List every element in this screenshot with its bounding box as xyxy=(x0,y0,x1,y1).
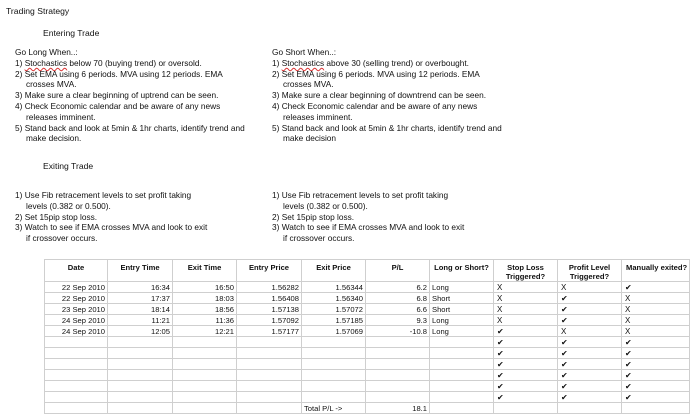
exit-rules-left xyxy=(15,190,265,244)
table-cell xyxy=(366,381,430,392)
table-cell: Long xyxy=(430,282,494,293)
table-cell xyxy=(302,392,366,403)
table-cell: ✔ xyxy=(494,370,558,381)
table-cell xyxy=(302,359,366,370)
table-cell xyxy=(237,381,302,392)
table-cell xyxy=(430,381,494,392)
table-row xyxy=(45,359,690,370)
table-cell: ✔ xyxy=(622,381,690,392)
table-cell: ✔ xyxy=(558,337,622,348)
column-header: P/L xyxy=(366,260,430,282)
item-continuation: crosses MVA. xyxy=(26,79,77,90)
table-cell xyxy=(173,381,237,392)
exit-rule-item xyxy=(272,190,522,212)
item-number: 5) xyxy=(15,122,25,133)
go-long-item xyxy=(15,101,265,123)
item-text: Use Fib retracement levels to set profit taking xyxy=(24,190,192,200)
column-header: Profit Level Triggered? xyxy=(558,260,622,282)
table-cell xyxy=(237,337,302,348)
table-cell xyxy=(173,403,237,414)
item-number: 4) xyxy=(15,100,25,111)
table-cell: X xyxy=(494,304,558,315)
go-short-item xyxy=(272,90,522,101)
table-cell xyxy=(108,403,173,414)
table-cell: 9.3 xyxy=(366,315,430,326)
go-long-item xyxy=(15,123,265,145)
item-text: Set 15pip stop loss. xyxy=(24,211,98,222)
go-long-item xyxy=(15,69,265,91)
item-text: Set 15pip stop loss. xyxy=(281,211,355,222)
item-text: Check Economic calendar and be aware of any news xyxy=(24,100,221,111)
exit-rule-item xyxy=(15,222,265,244)
table-cell xyxy=(430,337,494,348)
item-number: 1) xyxy=(15,57,25,68)
item-continuation: levels (0.382 or 0.500). xyxy=(283,200,368,211)
item-number: 2) xyxy=(15,211,25,222)
table-cell xyxy=(45,359,108,370)
table-cell: ✔ xyxy=(558,370,622,381)
table-cell xyxy=(430,392,494,403)
table-cell: 1.57185 xyxy=(302,315,366,326)
table-cell xyxy=(430,359,494,370)
table-cell: 18:03 xyxy=(173,293,237,304)
item-text-flagged: Stochastics xyxy=(24,57,68,68)
item-text: Watch to see if EMA crosses MVA and look to exit xyxy=(24,222,208,233)
total-label: Total P/L -> xyxy=(302,403,366,414)
table-row xyxy=(45,392,690,403)
item-continuation: crosses MVA. xyxy=(283,79,334,90)
table-cell xyxy=(430,403,494,414)
table-cell: 23 Sep 2010 xyxy=(45,304,108,315)
table-cell: 22 Sep 2010 xyxy=(45,293,108,304)
item-number: 1) xyxy=(15,190,25,200)
table-cell xyxy=(302,381,366,392)
go-short-section xyxy=(272,47,522,144)
table-cell: 18:56 xyxy=(173,304,237,315)
item-text: Check Economic calendar and be aware of any news xyxy=(281,100,478,111)
go-short-item xyxy=(272,58,522,69)
item-number: 3) xyxy=(15,90,25,101)
table-cell: ✔ xyxy=(558,293,622,304)
table-row xyxy=(45,304,690,315)
table-cell: ✔ xyxy=(494,348,558,359)
table-cell xyxy=(366,348,430,359)
exit-rule-item xyxy=(272,212,522,223)
table-cell xyxy=(173,392,237,403)
table-cell xyxy=(108,359,173,370)
table-cell: -10.8 xyxy=(366,326,430,337)
table-cell xyxy=(108,348,173,359)
go-short-list xyxy=(272,58,522,144)
table-cell: ✔ xyxy=(494,337,558,348)
table-cell xyxy=(237,403,302,414)
table-cell xyxy=(108,337,173,348)
item-number: 3) xyxy=(272,90,282,101)
table-cell: ✔ xyxy=(558,359,622,370)
table-cell xyxy=(173,337,237,348)
table-cell xyxy=(558,403,622,414)
table-cell: 22 Sep 2010 xyxy=(45,282,108,293)
column-header: Exit Time xyxy=(173,260,237,282)
table-cell: Short xyxy=(430,304,494,315)
table-cell: ✔ xyxy=(622,359,690,370)
item-text: below 70 (buying trend) or oversold. xyxy=(67,57,202,68)
total-value: 18.1 xyxy=(366,403,430,414)
table-cell: ✔ xyxy=(558,304,622,315)
table-cell xyxy=(622,403,690,414)
table-cell: Long xyxy=(430,326,494,337)
table-row xyxy=(45,337,690,348)
go-short-item xyxy=(272,69,522,91)
item-text: Stand back and look at 5min & 1hr charts, identify trend and xyxy=(281,122,502,133)
table-cell: ✔ xyxy=(558,315,622,326)
table-cell: X xyxy=(494,282,558,293)
table-cell: 1.57069 xyxy=(302,326,366,337)
table-cell: 17:37 xyxy=(108,293,173,304)
table-cell xyxy=(237,359,302,370)
item-continuation: make decision. xyxy=(26,133,82,144)
table-cell: Short xyxy=(430,293,494,304)
table-cell: 6.2 xyxy=(366,282,430,293)
column-header: Manually exited? xyxy=(622,260,690,282)
item-continuation: if crossover occurs. xyxy=(26,233,98,244)
item-number: 3) xyxy=(15,222,25,233)
table-cell: 16:50 xyxy=(173,282,237,293)
table-cell xyxy=(45,348,108,359)
table-row xyxy=(45,348,690,359)
table-row xyxy=(45,282,690,293)
table-cell xyxy=(237,370,302,381)
table-cell: 1.57072 xyxy=(302,304,366,315)
column-header: Long or Short? xyxy=(430,260,494,282)
table-cell xyxy=(494,403,558,414)
table-cell: 24 Sep 2010 xyxy=(45,315,108,326)
column-header: Entry Time xyxy=(108,260,173,282)
exit-rule-item xyxy=(15,212,265,223)
table-cell: X xyxy=(494,293,558,304)
table-cell: ✔ xyxy=(622,282,690,293)
table-cell: X xyxy=(558,326,622,337)
table-cell xyxy=(366,359,430,370)
column-header: Exit Price xyxy=(302,260,366,282)
item-text: Stand back and look at 5min & 1hr charts, identify trend and xyxy=(24,122,245,133)
entering-trade-heading: Entering Trade xyxy=(43,28,100,38)
table-cell: X xyxy=(622,326,690,337)
table-cell: ✔ xyxy=(622,370,690,381)
table-cell xyxy=(366,337,430,348)
page-title: Trading Strategy xyxy=(6,6,70,16)
go-long-list xyxy=(15,58,265,144)
item-text: Make sure a clear beginning of uptrend can be seen. xyxy=(24,90,219,101)
table-cell xyxy=(108,370,173,381)
go-long-item xyxy=(15,90,265,101)
item-text: Set EMA using 6 periods. MVA using 12 periods. EMA xyxy=(24,68,223,79)
item-number: 1) xyxy=(272,190,282,200)
table-cell: ✔ xyxy=(558,348,622,359)
table-cell: 1.56282 xyxy=(237,282,302,293)
table-cell: 6.8 xyxy=(366,293,430,304)
table-cell xyxy=(45,381,108,392)
item-continuation: releases imminent. xyxy=(26,111,96,122)
table-cell: 1.56340 xyxy=(302,293,366,304)
table-cell xyxy=(45,337,108,348)
table-cell: ✔ xyxy=(558,381,622,392)
table-cell xyxy=(237,348,302,359)
table-cell xyxy=(45,403,108,414)
table-cell: X xyxy=(622,304,690,315)
table-cell: 1.57092 xyxy=(237,315,302,326)
item-number: 3) xyxy=(272,222,282,233)
table-cell: 11:36 xyxy=(173,315,237,326)
table-cell: ✔ xyxy=(494,359,558,370)
trade-log-table xyxy=(44,259,690,414)
item-continuation: make decision xyxy=(283,133,337,144)
item-text: Watch to see if EMA crosses MVA and look to exit xyxy=(281,222,465,233)
item-number: 4) xyxy=(272,100,282,111)
exiting-trade-heading: Exiting Trade xyxy=(43,161,94,171)
item-text: Use Fib retracement levels to set profit taking xyxy=(281,190,449,200)
go-short-item xyxy=(272,123,522,145)
item-text-flagged: Stochastics xyxy=(281,57,325,68)
go-long-section xyxy=(15,47,265,144)
table-cell xyxy=(237,392,302,403)
table-cell: ✔ xyxy=(622,392,690,403)
table-cell: X xyxy=(494,315,558,326)
table-cell xyxy=(173,370,237,381)
table-cell: 12:21 xyxy=(173,326,237,337)
column-header: Date xyxy=(45,260,108,282)
item-continuation: releases imminent. xyxy=(283,111,353,122)
table-cell xyxy=(45,392,108,403)
table-cell xyxy=(366,370,430,381)
table-cell: X xyxy=(622,315,690,326)
table-row xyxy=(45,293,690,304)
table-header-row xyxy=(45,260,690,282)
item-text: Set EMA using 6 periods. MVA using 12 periods. EMA xyxy=(281,68,480,79)
table-cell xyxy=(302,337,366,348)
table-cell: 6.6 xyxy=(366,304,430,315)
table-cell: 16:34 xyxy=(108,282,173,293)
table-row xyxy=(45,315,690,326)
table-cell xyxy=(430,348,494,359)
item-continuation: levels (0.382 or 0.500). xyxy=(26,200,111,211)
item-number: 2) xyxy=(272,211,282,222)
go-long-item xyxy=(15,58,265,69)
go-short-heading: Go Short When..: xyxy=(272,47,337,57)
table-cell xyxy=(302,370,366,381)
table-cell: 24 Sep 2010 xyxy=(45,326,108,337)
item-continuation: if crossover occurs. xyxy=(283,233,355,244)
column-header: Stop Loss Triggered? xyxy=(494,260,558,282)
exit-rule-item xyxy=(272,222,522,244)
item-text: Make sure a clear beginning of downtrend can be seen. xyxy=(281,90,487,101)
table-cell: ✔ xyxy=(558,392,622,403)
table-row xyxy=(45,370,690,381)
table-cell xyxy=(302,348,366,359)
table-cell: ✔ xyxy=(622,337,690,348)
table-cell: 12:05 xyxy=(108,326,173,337)
table-cell: 1.56344 xyxy=(302,282,366,293)
table-row xyxy=(45,326,690,337)
table-cell: ✔ xyxy=(494,381,558,392)
table-cell: 1.56408 xyxy=(237,293,302,304)
exit-rules-right xyxy=(272,190,522,244)
table-cell: X xyxy=(558,282,622,293)
table-cell: ✔ xyxy=(622,348,690,359)
table-cell xyxy=(45,370,108,381)
table-cell: 18:14 xyxy=(108,304,173,315)
table-cell xyxy=(430,370,494,381)
table-cell xyxy=(173,359,237,370)
total-row xyxy=(45,403,690,414)
table-cell: Long xyxy=(430,315,494,326)
table-cell: 11:21 xyxy=(108,315,173,326)
item-number: 2) xyxy=(15,68,25,79)
item-number: 2) xyxy=(272,68,282,79)
table-cell xyxy=(366,392,430,403)
table-row xyxy=(45,381,690,392)
table-cell xyxy=(108,392,173,403)
table-cell: X xyxy=(622,293,690,304)
table-cell: ✔ xyxy=(494,326,558,337)
table-cell: 1.57138 xyxy=(237,304,302,315)
go-short-item xyxy=(272,101,522,123)
column-header: Entry Price xyxy=(237,260,302,282)
table-cell: 1.57177 xyxy=(237,326,302,337)
item-number: 5) xyxy=(272,122,282,133)
item-text: above 30 (selling trend) or overbought. xyxy=(324,57,469,68)
table-cell xyxy=(108,381,173,392)
table-cell: ✔ xyxy=(494,392,558,403)
exit-rule-item xyxy=(15,190,265,212)
table-cell xyxy=(173,348,237,359)
item-number: 1) xyxy=(272,57,282,68)
go-long-heading: Go Long When..: xyxy=(15,47,78,57)
